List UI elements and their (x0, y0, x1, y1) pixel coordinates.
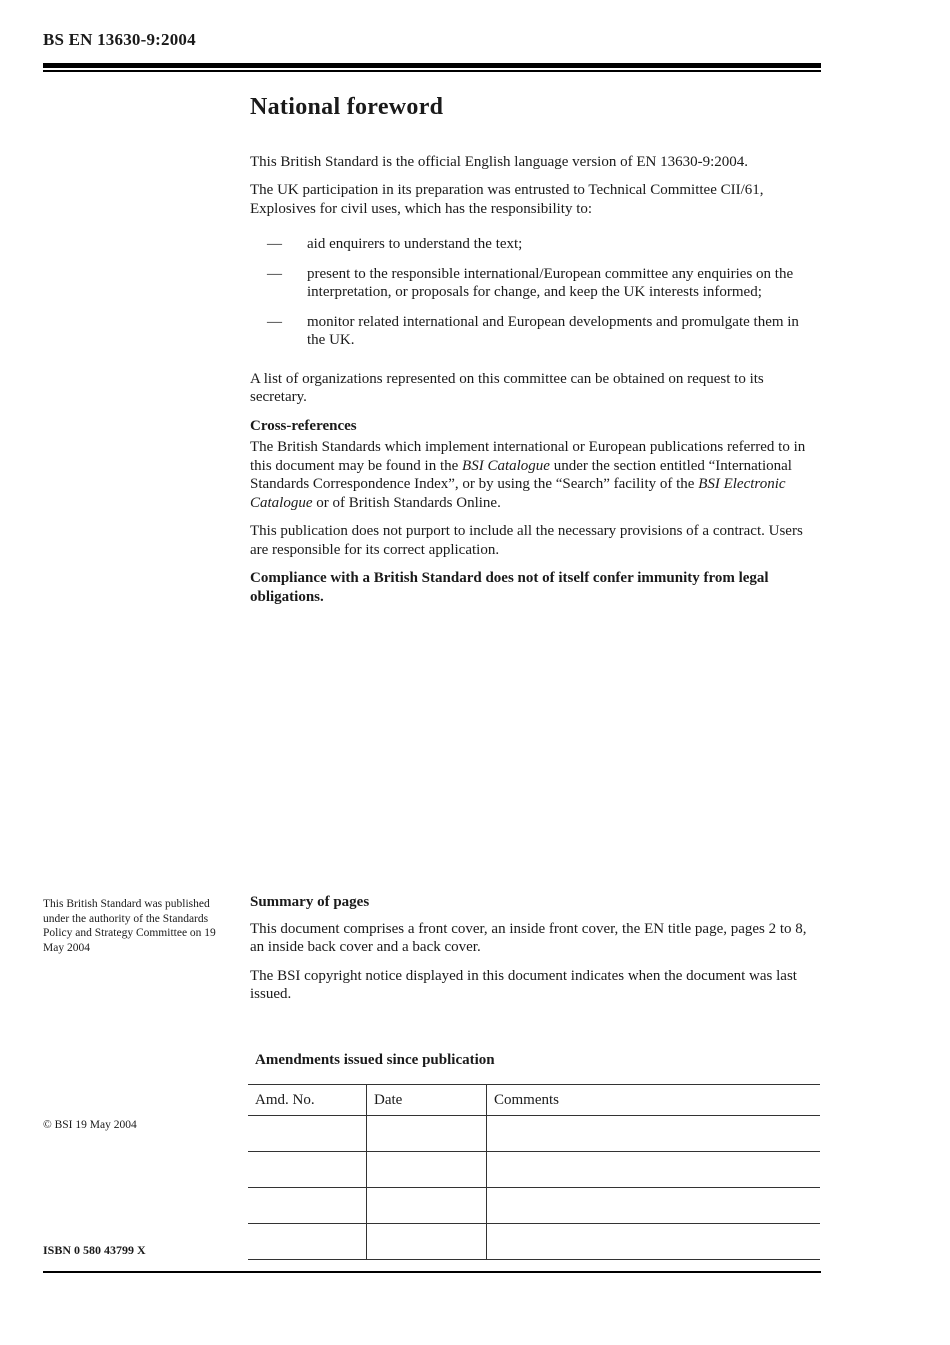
list-dash: — (267, 265, 282, 282)
table-row (248, 1116, 820, 1152)
table-cell (367, 1224, 487, 1260)
list-dash: — (267, 236, 282, 252)
cross-refs-segment: The British Standards which implement international or European publications referred to in this document may be found in the (250, 439, 806, 474)
compliance-note: Compliance with a British Standard does not of itself confer immunity from legal obligations. (250, 570, 769, 605)
list-item (250, 313, 820, 350)
table-cell (487, 1152, 821, 1188)
table-cell (487, 1188, 821, 1224)
table-cell (367, 1188, 487, 1224)
cross-references-paragraph (250, 438, 820, 512)
paragraph-organizations: A list of organizations represented on this committee can be obtained on request to its secretary. (250, 370, 764, 405)
isbn: ISBN 0 580 43799 X (43, 1243, 146, 1257)
responsibility-list (250, 235, 820, 350)
authority-note: This British Standard was published under the authority of the Standards Policy and Strategy Committee on 19 May 2004 (43, 898, 216, 954)
table-header-cell: Date (367, 1085, 487, 1116)
table-header-row (248, 1085, 820, 1116)
bottom-rule (43, 1271, 821, 1273)
bsi-catalogue-title: BSI Catalogue (462, 457, 550, 474)
table-cell (487, 1224, 821, 1260)
list-item-text: present to the responsible international/European committee any enquiries on the interpretation, or proposals for change, and keep the UK interests informed; (307, 265, 794, 300)
header-rule (43, 63, 821, 72)
list-item-text: aid enquirers to understand the text; (307, 236, 523, 252)
list-item (250, 265, 820, 302)
table-row (248, 1224, 820, 1260)
paragraph-uk-participation: The UK participation in its preparation was entrusted to Technical Committee CII/61, Explosives for civil uses, which has the responsibility to: (250, 182, 764, 217)
summary-paragraph-copyright: The BSI copyright notice displayed in this document indicates when the document was last issued. (250, 967, 797, 1002)
copyright-notice: © BSI 19 May 2004 (43, 1119, 137, 1131)
table-cell (248, 1116, 367, 1152)
page-title: National foreword (250, 94, 444, 120)
amendments-heading: Amendments issued since publication (255, 1052, 495, 1068)
main-content (250, 94, 820, 606)
table-row (248, 1188, 820, 1224)
cross-refs-segment: or of British Standards Online. (312, 494, 501, 511)
list-item (250, 235, 820, 254)
paragraph-official-version: This British Standard is the official English language version of EN 13630-9:2004. (250, 153, 748, 170)
table-header-cell: Comments (487, 1085, 821, 1116)
cross-refs-segment: under the section entitled “International Standards Correspondence Index”, or by using the “Search” facility of the (250, 457, 792, 492)
table-cell (248, 1224, 367, 1260)
paragraph-publication-provisions: This publication does not purport to include all the necessary provisions of a contract. Users are responsible for its correct application. (250, 523, 803, 558)
summary-heading: Summary of pages (250, 894, 370, 910)
table-cell (487, 1116, 821, 1152)
summary-section (250, 893, 820, 1014)
bsi-electronic-catalogue-title: BSI Electronic Catalogue (250, 476, 786, 511)
doc-number: BS EN 13630-9:2004 (43, 30, 196, 49)
cross-references-heading: Cross-references (250, 417, 357, 434)
summary-paragraph-pages: This document comprises a front cover, an inside front cover, the EN title page, pages 2 to 8, an inside back cover and a back cover. (250, 920, 807, 955)
table-row (248, 1152, 820, 1188)
table-header-cell: Amd. No. (248, 1085, 367, 1116)
amendments-table (248, 1084, 820, 1260)
table-cell (248, 1188, 367, 1224)
list-dash: — (267, 313, 282, 330)
list-item-text: monitor related international and European developments and promulgate them in the UK. (307, 313, 799, 348)
table-cell (367, 1116, 487, 1152)
table-cell (248, 1152, 367, 1188)
table-cell (367, 1152, 487, 1188)
